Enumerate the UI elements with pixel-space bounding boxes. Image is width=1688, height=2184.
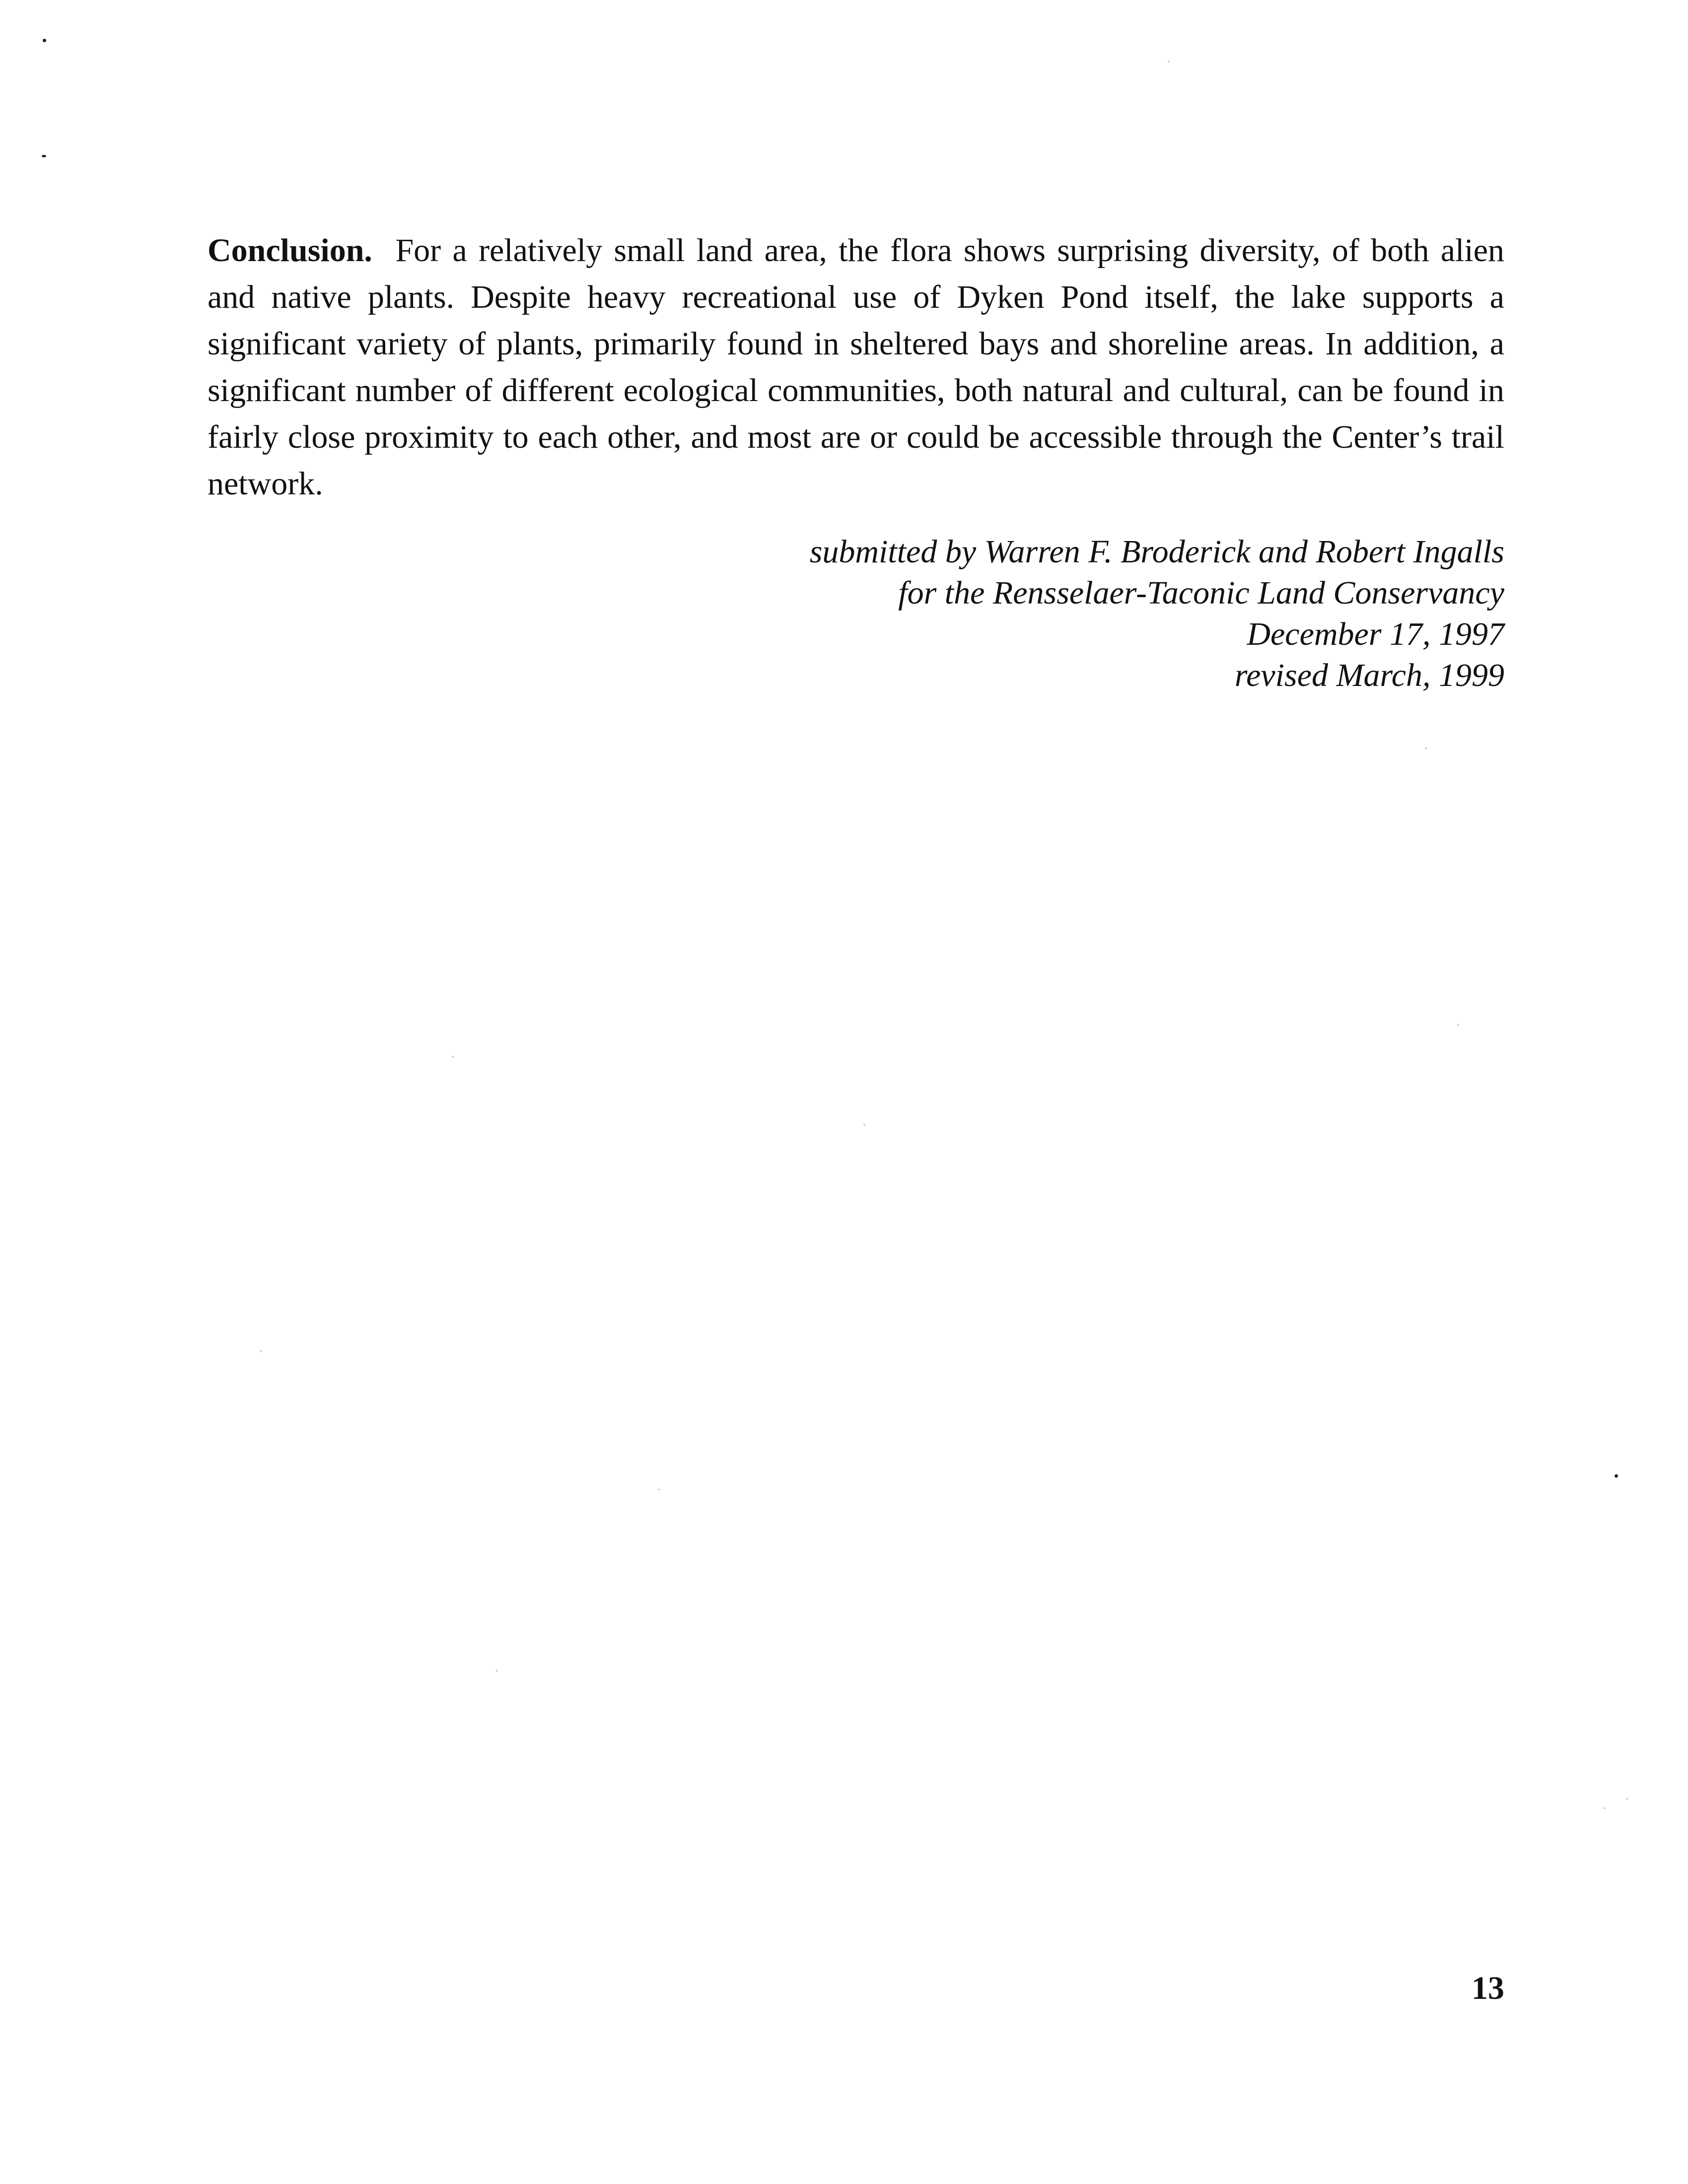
signature-revised: revised March, 1999 [1234, 657, 1504, 693]
conclusion-body: For a relatively small land area, the flora shows surprising diversity, of both alien and native plants. Despite heavy recreational use of Dyken Pond itself, the lake supports a significant variety of plants, primarily found in sheltered bays and shoreline areas. In addition, a significant number of different ecological communities, both natural and cultural, can be found in fairly close proximity to each other, and most are or could be accessible through the Center’s trail network. [208, 232, 1505, 502]
signature-block [511, 531, 1504, 696]
scan-speck [1626, 1798, 1628, 1800]
conclusion-heading: Conclusion. [208, 232, 372, 269]
scan-speck [1457, 1024, 1459, 1026]
signature-organization: for the Rensselaer-Taconic Land Conservancy [898, 575, 1504, 611]
scan-speck [658, 1489, 660, 1491]
scan-speck [496, 1670, 498, 1672]
scan-speck [260, 1350, 262, 1352]
signature-date: December 17, 1997 [1247, 616, 1504, 652]
conclusion-paragraph [208, 227, 1504, 507]
scan-speck [43, 39, 46, 42]
scan-speck [452, 1056, 454, 1058]
scan-speck [1604, 1807, 1606, 1809]
scan-speck [1425, 748, 1427, 750]
scan-speck [1615, 1474, 1618, 1478]
scan-speck [42, 155, 46, 157]
page-number: 13 [1472, 1970, 1504, 2006]
scan-speck [863, 1124, 865, 1126]
scan-speck [1168, 61, 1170, 63]
signature-submitted-by: submitted by Warren F. Broderick and Robert Ingalls [809, 534, 1504, 570]
